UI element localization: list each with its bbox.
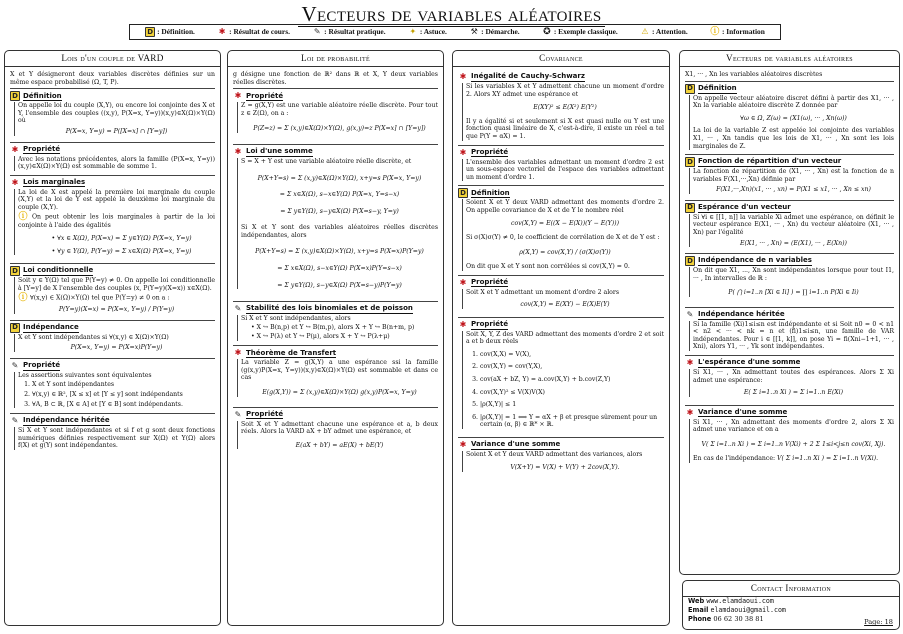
info-icon: ⓘ xyxy=(18,211,28,222)
page-number: Page: 18 xyxy=(864,617,893,626)
practical-icon: ✎ xyxy=(234,304,242,314)
column-couple-laws xyxy=(4,50,221,626)
column-title: Covariance xyxy=(453,51,669,67)
section-stability: ✎ Stabilité des lois binomiales et de poisson Si X et Y sont indépendantes, alors • X ↪ B(n,p) et Y ↪ B(m,p), alors X + Y ↪ B(n+m, p) • X ↪ P(λ) et Y ↪ P(μ), alors X + Y ↪ P(λ+μ) xyxy=(233,301,438,343)
column-probability-law xyxy=(227,50,444,626)
section-property: ✱ Propriété Avec les notations précédentes, alors la famille (P(X=x, Y=y))(x,y)∈X(Ω)×Y(Ω) est sommable de somme 1. xyxy=(10,142,215,173)
legend-tip: ✦ : Astuce. xyxy=(409,27,447,37)
result-icon: ✱ xyxy=(686,358,694,368)
result-icon: ✱ xyxy=(218,27,226,36)
formula: P(Y=y)(X=x) = P(X=x, Y=y) / P(Y=y) xyxy=(58,306,175,314)
section-property: ✱ Propriété L'ensemble des variables admettant un moment d'ordre 2 est un sous-espace vectoriel de l'espace des variables admettant un moment d'ordre 1. xyxy=(458,145,664,184)
formula: = Σ y∈Y(Ω), s−y∈X(Ω) P(X=s−y)P(Y=y) xyxy=(277,281,402,289)
section-property-cov: ✱ Propriété Soit X et Y admettant un moment d'ordre 2 alors cov(X,Y) = E(XY) − E(X)E(Y) xyxy=(458,275,664,315)
warning-icon: ⚠ xyxy=(641,27,649,36)
formula: • ∀x ∈ X(Ω), P(X=x) = Σ y∈Y(Ω) P(X=x, Y=y) xyxy=(28,235,215,243)
intro-text: X et Y désigneront deux variables discrètes définies sur un même espace probabilisé (Ω, T, P). xyxy=(10,71,215,86)
formula: P(X+Y=s) = Σ (x,y)∈X(Ω)×Y(Ω), x+y=s P(X=x, Y=y) xyxy=(257,174,422,182)
formula: E(g(X,Y)) = Σ (x,y)∈X(Ω)×Y(Ω) g(x,y)P(X=x, Y=y) xyxy=(262,388,417,396)
column-covariance xyxy=(452,50,670,626)
result-icon: ✱ xyxy=(459,439,467,449)
contact-phone: Phone 06 62 30 38 81 xyxy=(688,614,764,623)
contact-box xyxy=(682,580,900,630)
approach-icon: ⚒ xyxy=(470,27,478,36)
legend-approach: ⚒ : Démarche. xyxy=(470,27,520,37)
formula: ∀ω ∈ Ω, Z(ω) = (X1(ω), ··· , Xn(ω)) xyxy=(740,114,847,122)
section-vector-expectation: D Espérance d'un vecteur Si ∀i ∈ [[1, n]] la variable Xi admet une espérance, on définit le vecteur espérance E(X1, ··· , Xn) du vecteur aléatoire (X1, ··· , Xn) par l'égalité E(X1, ··· , Xn) = (E(X1), ··· , E(Xn)) xyxy=(685,200,894,251)
email-link[interactable]: elamdaoui@gmail.com xyxy=(710,605,786,614)
contact-email: Email elamdaoui@gmail.com xyxy=(688,605,786,614)
formula: • ∀y ∈ Y(Ω), P(Y=y) = Σ x∈X(Ω) P(X=x, Y=y) xyxy=(28,248,215,256)
legend-warning: ⚠ : Attention. xyxy=(641,27,688,37)
section-transfer-theorem: ✱ Théorème de Transfert La variable Z = g(X,Y) a une espérance ssi la famille (g(x,y)P(X=x, Y=y))(x,y)∈X(Ω)×Y(Ω) est sommable et dans ce cas E(g(X,Y)) = Σ (x,y)∈X(Ω)×Y(Ω) g(x,y)P(X=x, Y=y) xyxy=(233,345,438,404)
section-sum-expectation: ✱ L'espérance d'une somme Si X1, ··· , Xn admettant toutes des espérances. Alors Σ Xi admet une espérance: E( Σ i=1..n Xi ) = Σ i=1..n E(Xi) xyxy=(685,355,894,403)
formula: = Σ x∈X(Ω), s−x∈Y(Ω) P(X=x)P(Y=s−x) xyxy=(277,264,402,272)
legend-practical: ✎ : Résultat pratique. xyxy=(313,27,386,37)
column-title: Lois d'un couple de VARD xyxy=(5,51,220,67)
legend-example: ✪ : Exemple classique. xyxy=(543,26,618,37)
legend-bar xyxy=(129,24,781,40)
formula: V( Σ i=1..n Xi ) = Σ i=1..n V(Xi) + 2 Σ 1≤i<j≤n cov(Xi, Xj). xyxy=(701,440,886,448)
formula: E(X1, ··· , Xn) = (E(X1), ··· , E(Xn)) xyxy=(740,239,847,247)
legend-definition: D : Définition. xyxy=(145,27,195,37)
section-property-expectation: ✎ Propriété Soit X et Y admettant chacune une espérance et a, b deux réels. Alors la VARD aX + bY admet une espérance, et E(aX + bY) = aE(X) + bE(Y) xyxy=(233,407,438,457)
legend-result: ✱ : Résultat de cours. xyxy=(218,27,290,37)
legend-info: ⓘ : Information xyxy=(710,26,765,37)
formula: F(X1,···,Xn)(x1, ··· , xn) = P(X1 ≤ x1, ··· , Xn ≤ xn) xyxy=(716,186,871,194)
result-icon: ✱ xyxy=(11,177,19,187)
result-icon: ✱ xyxy=(686,407,694,417)
section-n-independence: D Indépendance de n variables On dit que X1, ..., Xn sont indépendantes lorsque pour tout I1, ··· , In intervalles de ℝ : P( ⋂ i=1..n [Xi ∈ Ii] ) = ∏ i=1..n P(Xi ∈ Ii) xyxy=(685,253,894,305)
column-title: Vecteurs de variables aléatoires xyxy=(680,51,899,67)
formula: cov(X,Y) = E(XY) − E(X)E(Y) xyxy=(520,301,610,309)
definition-icon: D xyxy=(685,203,695,213)
web-link[interactable]: www.elamdaoui.com xyxy=(706,596,774,605)
formula: = Σ y∈Y(Ω), s−y∈X(Ω) P(X=s−y, Y=y) xyxy=(280,207,399,215)
column-random-vectors xyxy=(679,50,900,575)
practical-icon: ✎ xyxy=(11,360,19,370)
section-property-list: ✱ Propriété Soit X, Y, Z des VARD admettant des moments d'ordre 2 et soit a et b deux réels 1. cov(X,X) = V(X), 2. cov(X,Y) = cov(Y,X), 3. cov(aX + bZ, Y) = a.cov(X,Y) + b.cov(Z,Y) 4. cov(X,Y)² ≤ V(X)V(X) 5. |ρ(X,Y)| ≤ 1 6. |ρ(X,Y)| = 1 ⟺ Y = αX + β et presque sûrement pour un certain (α, β) ∈ ℝ* × ℝ. xyxy=(458,317,664,435)
definition-icon: D xyxy=(10,266,20,276)
intro-text: X1, ··· , Xn les variables aléatoires discrètes xyxy=(685,71,823,79)
result-icon: ✱ xyxy=(459,72,467,82)
formula: V(X+Y) = V(X) + V(Y) + 2cov(X,Y). xyxy=(510,464,620,472)
section-property-equivalences: ✎ Propriété Les assertions suivantes sont équivalentes 1. X et Y sont indépendantes 2. ∀(x,y) ∈ ℝ², [X ≤ x] et [Y ≤ y] sont indépendants 3. ∀A, B ⊂ ℝ, [X ∈ A] et [Y ∈ B] sont indépendants. xyxy=(10,358,215,411)
formula: ρ(X,Y) = cov(X,Y) / (σ(X)σ(Y)) xyxy=(519,248,611,256)
tip-icon: ✦ xyxy=(409,27,417,36)
practical-icon: ✎ xyxy=(234,409,242,419)
section-sum-law: ✱ Loi d'une somme S = X + Y est une variable aléatoire réelle discrète, et P(X+Y=s) = Σ (x,y)∈X(Ω)×Y(Ω), x+y=s P(X=x, Y=y) = Σ x∈X(Ω), s−x∈Y(Ω) P(X=x, Y=s−x) = Σ y∈Y(Ω), s−y∈X(Ω) P(X=s−y, Y=y) Si X et Y sont des variables aléatoires réelles discrètes indépendantes, alors P(X+Y=s) = Σ (x,y)∈X(Ω)×Y(Ω), x+y=s P(X=x)P(Y=y) = Σ x∈X(Ω), s−x∈Y(Ω) P(X=x)P(Y=s−x) = Σ y∈Y(Ω), s−y∈X(Ω) P(X=s−y)P(Y=y) xyxy=(233,144,438,299)
formula: E(XY)² ≤ E(X²) E(Y²) xyxy=(533,104,597,112)
formula: = Σ x∈X(Ω), s−x∈Y(Ω) P(X=x, Y=s−x) xyxy=(279,191,400,199)
formula: P(X=x, Y=y) = P([X=x] ∩ [Y=y]) xyxy=(65,128,168,136)
formula: E(aX + bY) = aE(X) + bE(Y) xyxy=(295,441,384,449)
section-definition: D Définition On appelle vecteur aléatoire discret défini à partir des X1, ··· , Xn la variable aléatoire discrète Z donnée par ∀ω ∈ Ω, Z(ω) = (X1(ω), ··· , Xn(ω)) La loi de la variable Z est appelée loi conjointe des variables X1, ··· , Xn tandis que les lois de X1, ··· , Xn sont les lois marginales de Z. xyxy=(685,81,894,152)
formula: E( Σ i=1..n Xi ) = Σ i=1..n E(Xi) xyxy=(743,389,844,397)
section-property: ✱ Propriété Z = g(X,Y) est une variable aléatoire réelle discrète. Pour tout z ∈ Z(Ω), on a : P(Z=z) = Σ (x,y)∈X(Ω)×Y(Ω), g(x,y)=z P(X=x] ∩ [Y=y]) xyxy=(233,88,438,142)
formula: P( ⋂ i=1..n [Xi ∈ Ii] ) = ∏ i=1..n P(Xi ∈ Ii) xyxy=(728,289,859,297)
section-marginal-laws: ✱ Lois marginales La loi de X est appelé la première loi marginale du couple (X,Y) et la loi de Y est appelé la deuxième loi marginale du couple (X,Y). ⓘ On peut obtenir les lois marginales à partir de la loi conjointe à l'aide des égalités • ∀x ∈ X(Ω), P(X=x) = Σ y∈Y(Ω) P(X=x, Y=y) • ∀y ∈ Y(Ω), P(Y=y) = Σ x∈X(Ω) P(X=x, Y=y) xyxy=(10,175,215,261)
section-distribution-function: D Fonction de répartition d'un vecteur La fonction de répartition de (X1, ··· , Xn) est la fonction de n variables F(X1,···,Xn) définie par F(X1,···,Xn)(x1, ··· , xn) = P(X1 ≤ x1, ··· , Xn ≤ xn) xyxy=(685,154,894,198)
formula: P(X=x, Y=y) = P(X=x)P(Y=y) xyxy=(70,344,163,352)
section-inherited-independence: ✎ Indépendance héritée Si X et Y sont indépendantes et si f et g sont deux fonctions numériques définies respectivement sur X(Ω) et Y(Ω) alors f(X) et g(Y) sont indépendantes. xyxy=(10,413,215,452)
section-independence: D Indépendance X et Y sont indépendantes si ∀(x,y) ∈ X(Ω)×Y(Ω) P(X=x, Y=y) = P(X=x)P(Y=y) xyxy=(10,320,215,356)
section-definition: D Définition On appelle loi du couple (X,Y), ou encore loi conjointe des X et Y, l'ensemble des couples ((x,y), P(X=x, Y=y))(x,y)∈X(Ω)×Y(Ω) où P(X=x, Y=y) = P([X=x] ∩ [Y=y]) xyxy=(10,88,215,139)
definition-icon: D xyxy=(10,91,20,101)
formula: P(X+Y=s) = Σ (x,y)∈X(Ω)×Y(Ω), x+y=s P(X=x)P(Y=y) xyxy=(255,248,424,256)
definition-icon: D xyxy=(10,323,20,333)
result-icon: ✱ xyxy=(234,348,242,358)
example-icon: ✪ xyxy=(543,26,551,37)
definition-icon: D xyxy=(685,84,695,94)
definition-icon: D xyxy=(458,188,468,198)
formula: cov(X,Y) = E((X − E(X))(Y − E(Y))) xyxy=(511,220,619,228)
definition-icon: D xyxy=(145,27,155,37)
result-icon: ✱ xyxy=(459,277,467,287)
section-inherited-independence: ✎ Indépendance héritée Si la famille (Xi)1≤i≤n est indépendante et si Soit n0 = 0 < n1 < n2 < ··· < nk = n et (fi)1≤i≤n, une famille de VAR indépendantes. Pour i ∈ [[1, k]], on pose Yi = fi(Xni−1+1, ··· , Xni), alors Y1, ··· , Yk sont indépendantes. xyxy=(685,307,894,353)
column-title: Loi de probabilité xyxy=(228,51,443,67)
result-icon: ✱ xyxy=(234,91,242,101)
section-conditional-law: D Loi conditionnelle Soit y ∈ Y(Ω) tel que P(Y=y) ≠ 0. On appelle loi conditionnelle à [Y=y] de X l'ensemble des couples (x, P(Y=y)(X=x)) x∈X(Ω). ⓘ ∀(x,y) ∈ X(Ω)×Y(Ω) tel que P(Y=y) ≠ 0 on a : P(Y=y)(X=x) = P(X=x, Y=y) / P(Y=y) xyxy=(10,263,215,318)
info-icon: ⓘ xyxy=(710,26,720,37)
info-icon: ⓘ xyxy=(18,292,28,303)
formula: V( Σ i=1..n Xi ) = Σ i=1..n V(Xi). xyxy=(777,455,879,463)
result-icon: ✱ xyxy=(459,319,467,329)
practical-icon: ✎ xyxy=(11,416,19,426)
definition-icon: D xyxy=(685,256,695,266)
section-variance-sum: ✱ Variance d'une somme Soient X et Y deux VARD admettant des variances, alors V(X+Y) = V(X) + V(Y) + 2cov(X,Y). xyxy=(458,437,664,479)
result-icon: ✱ xyxy=(11,144,19,154)
definition-icon: D xyxy=(685,157,695,167)
contact-title: Contact Information xyxy=(683,581,899,597)
contact-web: Web www.elamdaoui.com xyxy=(688,596,774,605)
intro-text: g désigne une fonction de ℝ² dans ℝ et X, Y deux variables réelles discrètes. xyxy=(233,71,438,86)
formula: P(Z=z) = Σ (x,y)∈X(Ω)×Y(Ω), g(x,y)=z P(X=x] ∩ [Y=y]) xyxy=(253,125,426,133)
practical-icon: ✎ xyxy=(686,309,694,319)
page-title: Vecteurs de variables aléatoires xyxy=(0,2,903,28)
practical-icon: ✎ xyxy=(313,27,321,36)
section-cauchy-schwarz: ✱ Inégalité de Cauchy-Schwarz Si les variables X et Y admettent chacune un moment d'ordre 2. Alors XY admet une espérance et E(XY)² ≤ E(X²) E(Y²) Il y a égalité si et seulement si X est quasi nulle ou Y est une fonction quasi linéaire de X, c'est-à-dire, il existe un réel α tel que P(Y = αX) = 1. xyxy=(459,72,664,141)
result-icon: ✱ xyxy=(234,147,242,157)
section-sum-variance: ✱ Variance d'une somme Si X1, ··· , Xn admettant des moments d'ordre 2, alors Σ Xi admet une variance et on a V( Σ i=1..n Xi ) = Σ i=1..n V(Xi) + 2 Σ 1≤i<j≤n cov(Xi, Xj). En cas de l'indépendance: V( Σ i=1..n Xi ) = Σ i=1..n V(Xi). xyxy=(685,405,894,465)
result-icon: ✱ xyxy=(459,147,467,157)
section-definition-covariance: D Définition Soient X et Y deux VARD admettant des moments d'ordre 2. On appelle covariance de X et de Y le nombre réel cov(X,Y) = E((X − E(X))(Y − E(Y))) Si σ(X)σ(Y) ≠ 0, le coefficient de corrélation de X et de Y est : ρ(X,Y) = cov(X,Y) / (σ(X)σ(Y)) On dit que X et Y sont non corrélées si cov(X,Y) = 0. xyxy=(458,185,664,272)
